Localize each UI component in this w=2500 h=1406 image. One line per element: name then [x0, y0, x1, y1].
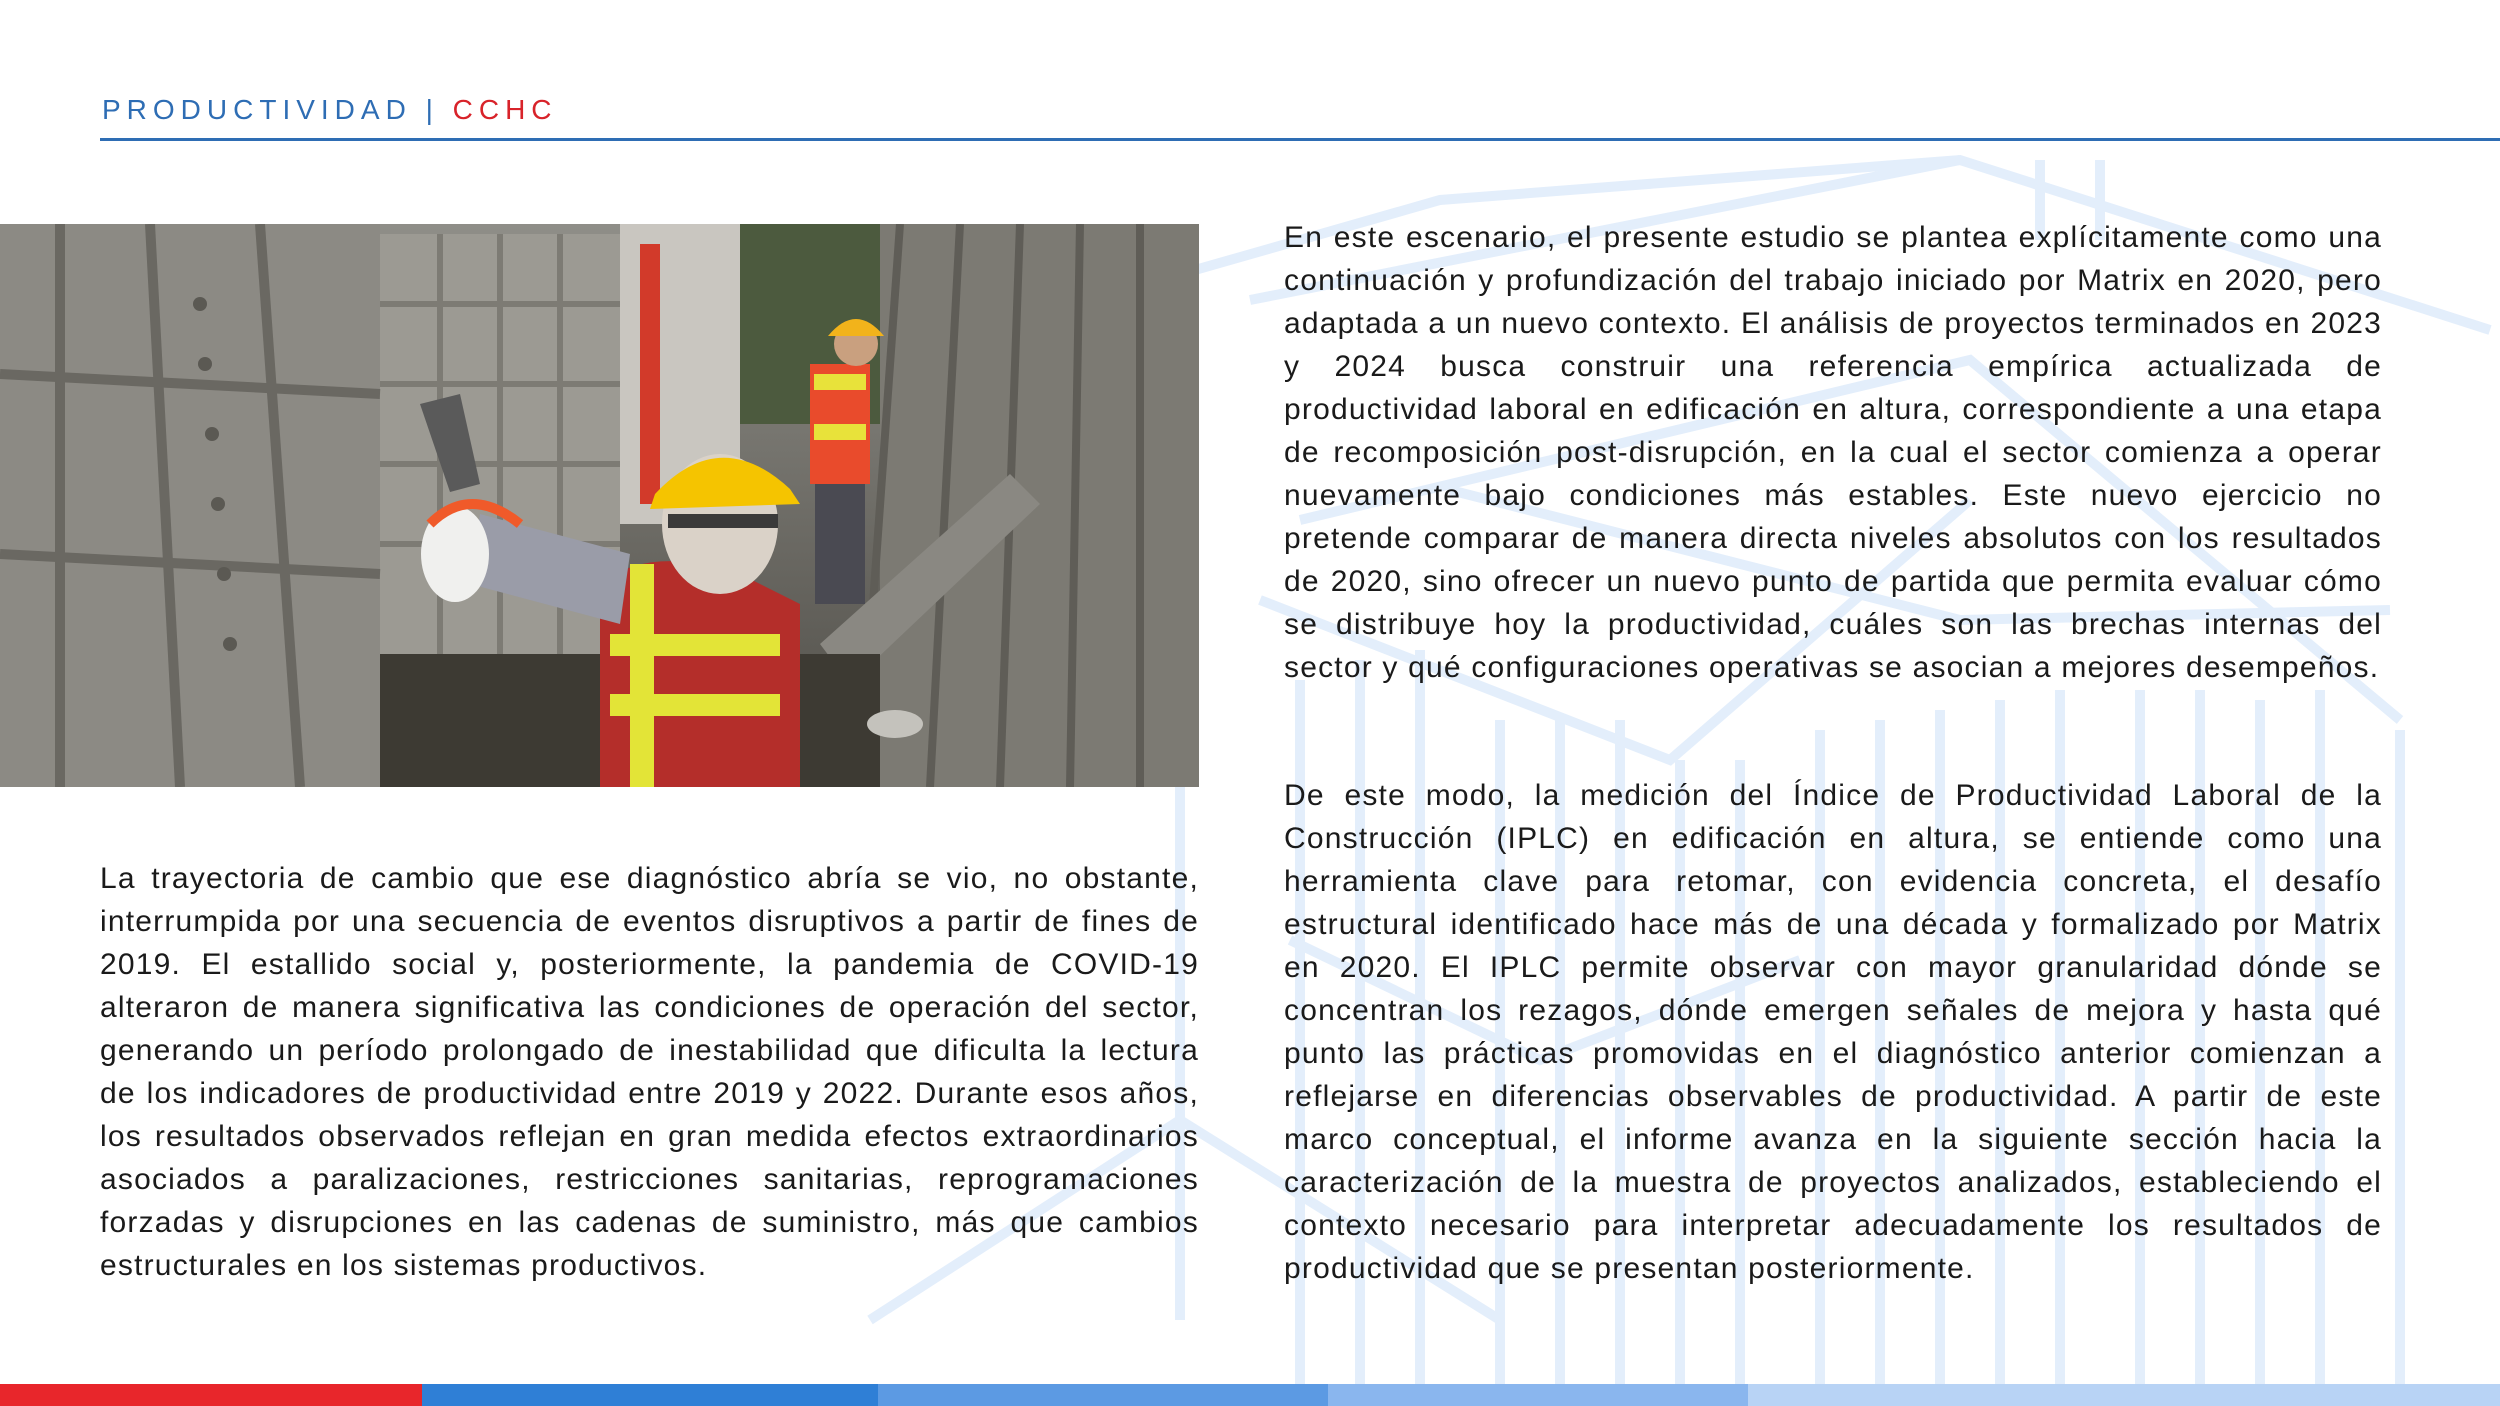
footer-segment-pale-blue [1748, 1384, 2500, 1406]
footer-segment-red [0, 1384, 422, 1406]
header-divider [100, 138, 2500, 141]
body-paragraph-right-2: De este modo, la medición del Índice de Productividad Laboral de la Construcción (IPLC) en edificación en altura, se entiende como una herramienta clave para retomar, con evidencia concreta, el desafío estructural identificado hace más de una década y formalizado por Matrix en 2020. El IPLC permite observar con mayor granularidad dónde se concentran los rezagos, dónde emergen señales de mejora y hasta qué punto las prácticas promovidas en el diagnóstico anterior comienzan a reflejarse en diferencias observables de productividad. A partir de este marco conceptual, el informe avanza en la siguiente sección hacia la caracterización de la muestra de proyectos analizados, estableciendo el contexto necesario para interpretar adecuadamente los resultados de productividad que se presentan posteriormente. [1284, 779, 2382, 1285]
body-paragraph-right-1: En este escenario, el presente estudio se plantea explícitamente como una continuación y profundización del trabajo iniciado por Matrix en 2020, pero adaptada a un nuevo contexto. El análisis de proyectos terminados en 2023 y 2024 busca construir una referencia empírica actualizada de productividad laboral en edificación en altura, correspondiente a una etapa de recomposición post-disrupción, en la cual el sector comienza a operar nuevamente bajo condiciones más estables. Este nuevo ejercicio no pretende comparar de manera directa niveles absolutos con los resultados de 2020, sino ofrecer un nuevo punto de partida que permita evaluar cómo se distribuye hoy la productividad, cuáles son las brechas internas del sector y qué configuraciones operativas se asocian a mejores desempeños. [1284, 221, 2382, 684]
body-paragraph-left: La trayectoria de cambio que ese diagnóstico abría se vio, no obstante, interrumpida por una secuencia de eventos disruptivos a partir de fines de 2019. El estallido social y, posteriormente, la pandemia de COVID-19 alteraron de manera significativa las condiciones de operación del sector, generando un período prolongado de inestabilidad que dificulta la lectura de los indicadores de productividad entre 2019 y 2022. Durante esos años, los resultados observados reflejan en gran medida efectos extraordinarios asociados a paralizaciones, restricciones sanitarias, reprogramaciones forzadas y disrupciones en las cadenas de suministro, más que cambios estructurales en los sistemas productivos. [100, 862, 1199, 1282]
header-separator: | [425, 94, 439, 125]
footer-segment-mid-blue [878, 1384, 1328, 1406]
page-header [102, 94, 558, 126]
footer-segment-blue [422, 1384, 878, 1406]
footer-segment-light-blue [1328, 1384, 1748, 1406]
construction-workers-photo [0, 224, 1199, 787]
header-section-title: PRODUCTIVIDAD [102, 94, 412, 125]
footer-color-bar [0, 1384, 2500, 1406]
header-brand: CCHC [452, 94, 558, 125]
